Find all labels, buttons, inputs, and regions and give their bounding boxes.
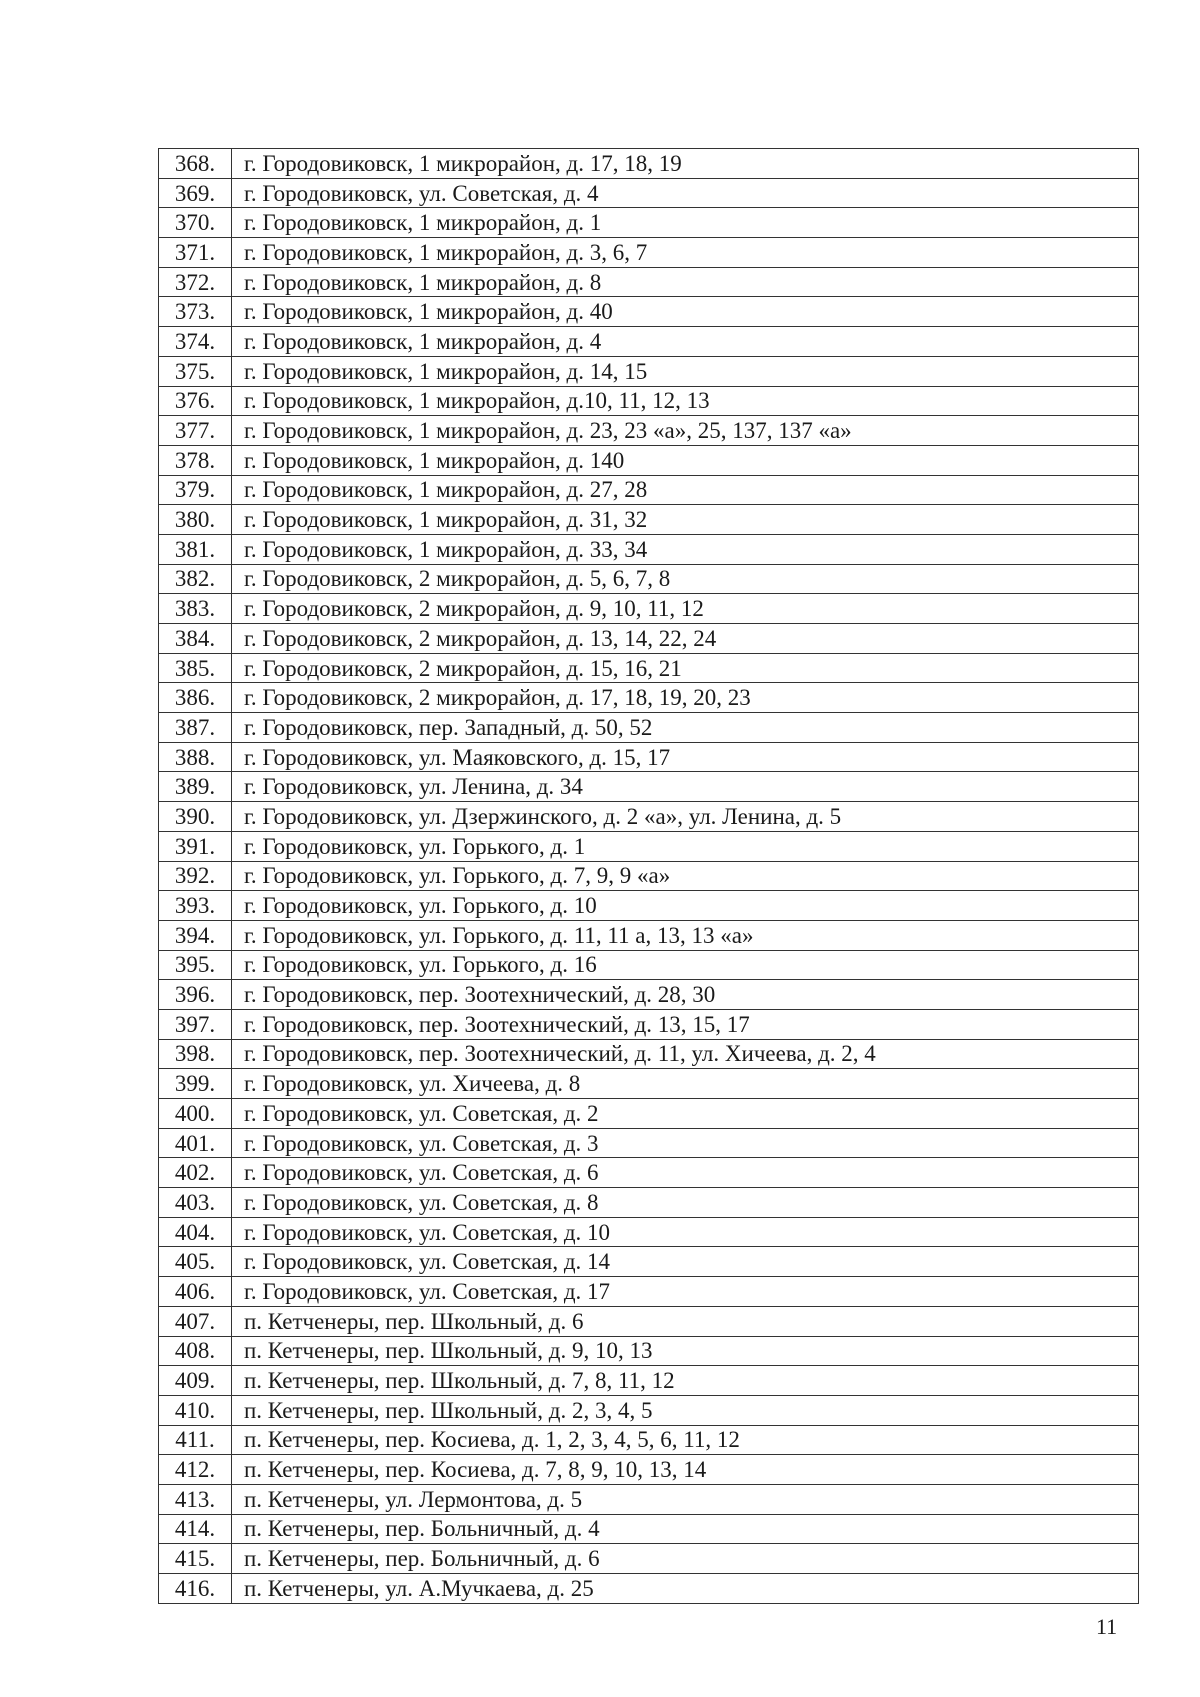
table-row xyxy=(159,178,1139,208)
row-number: 395. xyxy=(159,950,232,980)
row-address: п. Кетченеры, пер. Больничный, д. 6 xyxy=(232,1544,1139,1574)
table-row xyxy=(159,1188,1139,1218)
row-address: п. Кетченеры, пер. Косиева, д. 7, 8, 9, 10, 13, 14 xyxy=(232,1455,1139,1485)
table-row xyxy=(159,1484,1139,1514)
table-row xyxy=(159,1099,1139,1129)
row-address: г. Городовиковск, ул. Маяковского, д. 15, 17 xyxy=(232,742,1139,772)
row-address: г. Городовиковск, 1 микрорайон, д.10, 11, 12, 13 xyxy=(232,386,1139,416)
row-number: 409. xyxy=(159,1366,232,1396)
table-row xyxy=(159,1247,1139,1277)
table-row xyxy=(159,238,1139,268)
row-address: г. Городовиковск, пер. Западный, д. 50, 52 xyxy=(232,713,1139,743)
row-number: 407. xyxy=(159,1306,232,1336)
row-number: 387. xyxy=(159,713,232,743)
row-address: г. Городовиковск, 1 микрорайон, д. 3, 6, 7 xyxy=(232,238,1139,268)
table-row xyxy=(159,1158,1139,1188)
row-number: 399. xyxy=(159,1069,232,1099)
row-address: п. Кетченеры, ул. Лермонтова, д. 5 xyxy=(232,1484,1139,1514)
row-address: п. Кетченеры, пер. Школьный, д. 7, 8, 11, 12 xyxy=(232,1366,1139,1396)
table-row xyxy=(159,1039,1139,1069)
row-number: 370. xyxy=(159,208,232,238)
table-row xyxy=(159,564,1139,594)
table-row xyxy=(159,1277,1139,1307)
table-row xyxy=(159,297,1139,327)
table-row xyxy=(159,624,1139,654)
row-number: 372. xyxy=(159,267,232,297)
table-row xyxy=(159,1455,1139,1485)
row-address: г. Городовиковск, 2 микрорайон, д. 13, 14, 22, 24 xyxy=(232,624,1139,654)
table-row xyxy=(159,1366,1139,1396)
row-number: 397. xyxy=(159,1009,232,1039)
table-row xyxy=(159,861,1139,891)
row-number: 405. xyxy=(159,1247,232,1277)
table-row xyxy=(159,267,1139,297)
row-number: 402. xyxy=(159,1158,232,1188)
table-row xyxy=(159,1514,1139,1544)
row-number: 386. xyxy=(159,683,232,713)
page-number: 11 xyxy=(1096,1614,1118,1639)
row-address: г. Городовиковск, 1 микрорайон, д. 4 xyxy=(232,327,1139,357)
row-address: г. Городовиковск, ул. Хичеева, д. 8 xyxy=(232,1069,1139,1099)
table-row xyxy=(159,683,1139,713)
row-address: г. Городовиковск, 1 микрорайон, д. 140 xyxy=(232,445,1139,475)
row-number: 380. xyxy=(159,505,232,535)
row-address: г. Городовиковск, 1 микрорайон, д. 31, 32 xyxy=(232,505,1139,535)
table-row xyxy=(159,1395,1139,1425)
row-address: г. Городовиковск, пер. Зоотехнический, д. 13, 15, 17 xyxy=(232,1009,1139,1039)
table-row xyxy=(159,386,1139,416)
row-number: 415. xyxy=(159,1544,232,1574)
row-address: г. Городовиковск, 2 микрорайон, д. 9, 10, 11, 12 xyxy=(232,594,1139,624)
row-number: 416. xyxy=(159,1574,232,1604)
row-address: г. Городовиковск, ул. Дзержинского, д. 2 «а», ул. Ленина, д. 5 xyxy=(232,802,1139,832)
row-address: г. Городовиковск, 1 микрорайон, д. 17, 18, 19 xyxy=(232,149,1139,179)
row-address: г. Городовиковск, 1 микрорайон, д. 23, 23 «а», 25, 137, 137 «а» xyxy=(232,416,1139,446)
row-number: 408. xyxy=(159,1336,232,1366)
table-row xyxy=(159,445,1139,475)
row-address: г. Городовиковск, 2 микрорайон, д. 15, 16, 21 xyxy=(232,653,1139,683)
row-number: 389. xyxy=(159,772,232,802)
row-number: 381. xyxy=(159,534,232,564)
table-row xyxy=(159,505,1139,535)
row-address: г. Городовиковск, ул. Советская, д. 4 xyxy=(232,178,1139,208)
table-row xyxy=(159,356,1139,386)
table-row xyxy=(159,920,1139,950)
row-number: 403. xyxy=(159,1188,232,1218)
row-number: 393. xyxy=(159,891,232,921)
row-number: 377. xyxy=(159,416,232,446)
row-address: г. Городовиковск, ул. Советская, д. 17 xyxy=(232,1277,1139,1307)
table-row xyxy=(159,1306,1139,1336)
row-number: 383. xyxy=(159,594,232,624)
table-row xyxy=(159,1336,1139,1366)
table-row xyxy=(159,950,1139,980)
row-address: п. Кетченеры, пер. Школьный, д. 9, 10, 13 xyxy=(232,1336,1139,1366)
row-number: 368. xyxy=(159,149,232,179)
row-number: 404. xyxy=(159,1217,232,1247)
row-address: п. Кетченеры, ул. А.Мучкаева, д. 25 xyxy=(232,1574,1139,1604)
row-number: 385. xyxy=(159,653,232,683)
table-row xyxy=(159,416,1139,446)
row-address: г. Городовиковск, ул. Советская, д. 6 xyxy=(232,1158,1139,1188)
table-row xyxy=(159,1217,1139,1247)
row-number: 374. xyxy=(159,327,232,357)
row-address: г. Городовиковск, 1 микрорайон, д. 40 xyxy=(232,297,1139,327)
row-number: 375. xyxy=(159,356,232,386)
table-row xyxy=(159,653,1139,683)
table-row xyxy=(159,1009,1139,1039)
table-row xyxy=(159,1069,1139,1099)
row-address: г. Городовиковск, ул. Горького, д. 10 xyxy=(232,891,1139,921)
row-number: 378. xyxy=(159,445,232,475)
row-address: г. Городовиковск, ул. Советская, д. 3 xyxy=(232,1128,1139,1158)
table-row xyxy=(159,1544,1139,1574)
row-number: 373. xyxy=(159,297,232,327)
table-row xyxy=(159,149,1139,179)
row-number: 400. xyxy=(159,1099,232,1129)
row-number: 391. xyxy=(159,831,232,861)
row-address: г. Городовиковск, ул. Советская, д. 10 xyxy=(232,1217,1139,1247)
row-number: 379. xyxy=(159,475,232,505)
table-row xyxy=(159,742,1139,772)
table-row xyxy=(159,772,1139,802)
table-row xyxy=(159,1574,1139,1604)
row-number: 382. xyxy=(159,564,232,594)
row-number: 384. xyxy=(159,624,232,654)
row-address: п. Кетченеры, пер. Школьный, д. 6 xyxy=(232,1306,1139,1336)
row-number: 412. xyxy=(159,1455,232,1485)
table-row xyxy=(159,327,1139,357)
row-number: 411. xyxy=(159,1425,232,1455)
row-address: п. Кетченеры, пер. Больничный, д. 4 xyxy=(232,1514,1139,1544)
row-number: 390. xyxy=(159,802,232,832)
row-address: г. Городовиковск, ул. Советская, д. 2 xyxy=(232,1099,1139,1129)
row-number: 394. xyxy=(159,920,232,950)
table-row xyxy=(159,980,1139,1010)
row-number: 410. xyxy=(159,1395,232,1425)
row-address: г. Городовиковск, 2 микрорайон, д. 5, 6, 7, 8 xyxy=(232,564,1139,594)
table-row xyxy=(159,1128,1139,1158)
address-table-body xyxy=(159,149,1139,1604)
row-address: г. Городовиковск, ул. Советская, д. 8 xyxy=(232,1188,1139,1218)
table-row xyxy=(159,891,1139,921)
table-row xyxy=(159,802,1139,832)
row-address: г. Городовиковск, 2 микрорайон, д. 17, 18, 19, 20, 23 xyxy=(232,683,1139,713)
row-address: г. Городовиковск, ул. Ленина, д. 34 xyxy=(232,772,1139,802)
row-address: г. Городовиковск, 1 микрорайон, д. 1 xyxy=(232,208,1139,238)
row-address: г. Городовиковск, пер. Зоотехнический, д. 28, 30 xyxy=(232,980,1139,1010)
row-address: г. Городовиковск, 1 микрорайон, д. 8 xyxy=(232,267,1139,297)
row-number: 392. xyxy=(159,861,232,891)
row-number: 369. xyxy=(159,178,232,208)
row-number: 388. xyxy=(159,742,232,772)
row-number: 398. xyxy=(159,1039,232,1069)
row-address: г. Городовиковск, ул. Горького, д. 11, 11 а, 13, 13 «а» xyxy=(232,920,1139,950)
table-row xyxy=(159,475,1139,505)
row-address: п. Кетченеры, пер. Косиева, д. 1, 2, 3, 4, 5, 6, 11, 12 xyxy=(232,1425,1139,1455)
row-address: г. Городовиковск, ул. Горького, д. 7, 9, 9 «а» xyxy=(232,861,1139,891)
address-table xyxy=(158,148,1139,1604)
row-address: г. Городовиковск, 1 микрорайон, д. 14, 15 xyxy=(232,356,1139,386)
table-row xyxy=(159,534,1139,564)
row-number: 396. xyxy=(159,980,232,1010)
row-number: 376. xyxy=(159,386,232,416)
row-number: 371. xyxy=(159,238,232,268)
row-address: г. Городовиковск, ул. Советская, д. 14 xyxy=(232,1247,1139,1277)
row-number: 406. xyxy=(159,1277,232,1307)
table-row xyxy=(159,831,1139,861)
table-row xyxy=(159,594,1139,624)
row-number: 414. xyxy=(159,1514,232,1544)
table-row xyxy=(159,1425,1139,1455)
row-address: г. Городовиковск, пер. Зоотехнический, д. 11, ул. Хичеева, д. 2, 4 xyxy=(232,1039,1139,1069)
row-address: г. Городовиковск, ул. Горького, д. 1 xyxy=(232,831,1139,861)
row-number: 401. xyxy=(159,1128,232,1158)
table-row xyxy=(159,208,1139,238)
table-row xyxy=(159,713,1139,743)
row-address: г. Городовиковск, 1 микрорайон, д. 33, 34 xyxy=(232,534,1139,564)
row-address: г. Городовиковск, ул. Горького, д. 16 xyxy=(232,950,1139,980)
row-address: г. Городовиковск, 1 микрорайон, д. 27, 28 xyxy=(232,475,1139,505)
row-address: п. Кетченеры, пер. Школьный, д. 2, 3, 4, 5 xyxy=(232,1395,1139,1425)
row-number: 413. xyxy=(159,1484,232,1514)
